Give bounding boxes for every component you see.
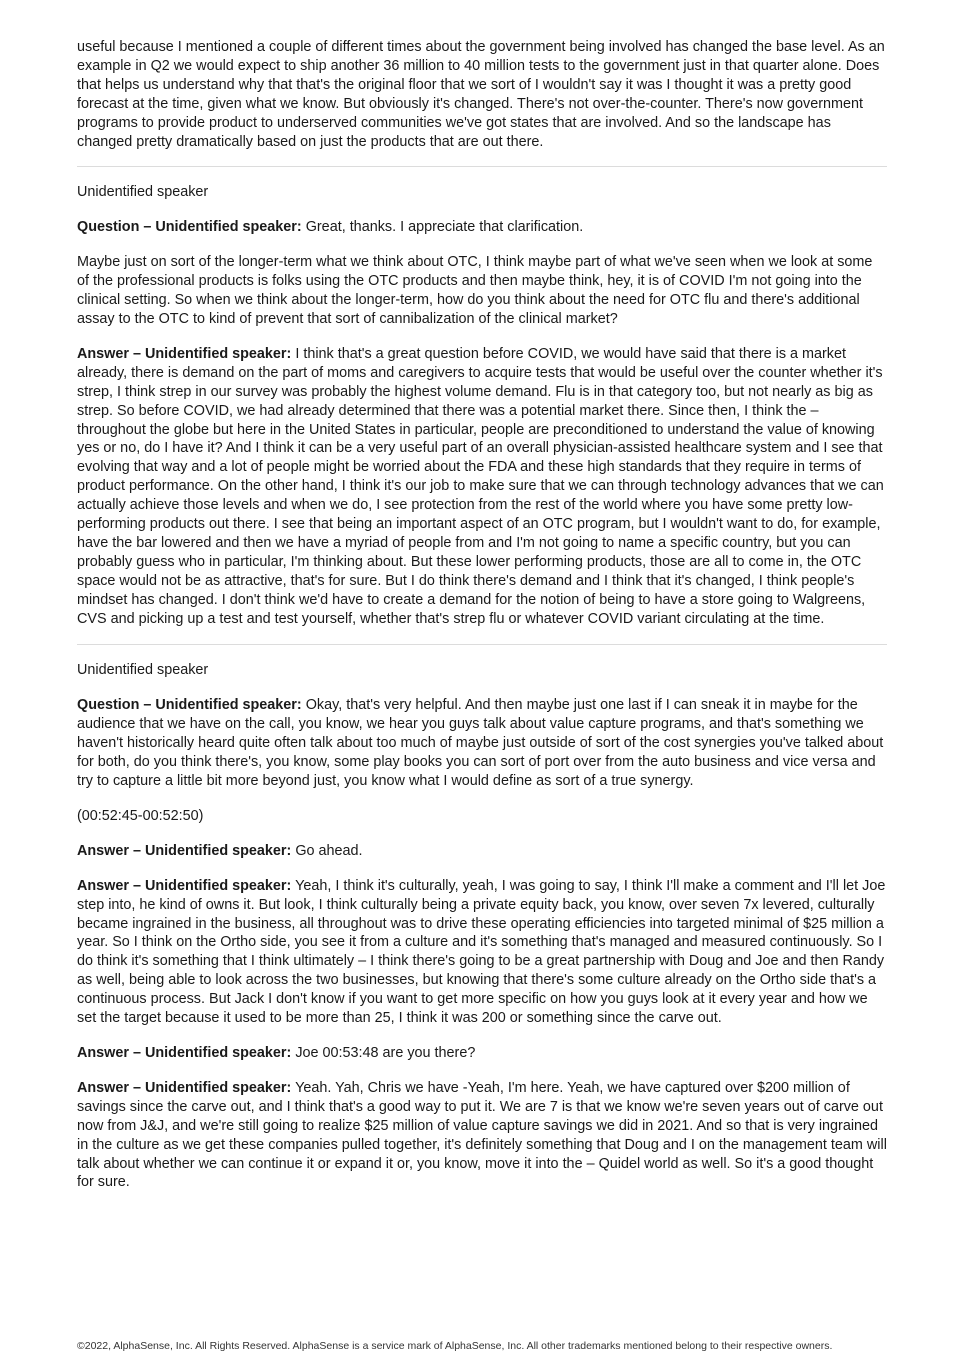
answer-text: Yeah, I think it's culturally, yeah, I was going to say, I think I'll make a comment and I'll let Joe step into, he kind of owns it. But look, I think culturally being a private equity back, you know, over seven 7x levered, culturally became ingrained in the business, all throughout was to drive these operating efficiencies into targeted minimal of $25 million a year. So I think on the Ortho side, you see it from a culture and it's something that's managed and measured continuously. So I do think it's something that I think ultimately – I think there's going to be a great partnership with Doug and Joe and then Randy as well, being able to look across the two businesses, but knowing that there's some culture already on the Ortho side that's a continuous process. But Jack I don't know if you want to get more specific on how you guys look at it every year and how we set the target because it used to be more than 25, I think it was 200 or something since the carve out. [77, 877, 886, 1027]
answer-paragraph [77, 1044, 887, 1063]
section-divider [77, 166, 887, 167]
answer-label: Answer – Unidentified speaker: [77, 1079, 292, 1096]
question-text: Okay, that's very helpful. And then maybe just one last if I can sneak it in maybe for the audience that we have on the call, you know, we hear you guys talk about value capture programs, and that's something we haven't historically heard quite often talk about too much of maybe just outside of sort of the cost synergies you've talked about for both, do you think there's, you know, some play books you can sort of port over from the auto business and vice versa and try to capture a little bit more beyond just, you know what I would define as sort of a true synergy. [77, 697, 884, 789]
answer-label: Answer – Unidentified speaker: [77, 877, 292, 894]
question-text: Great, thanks. I appreciate that clarification. [301, 219, 584, 236]
answer-label: Answer – Unidentified speaker: [77, 345, 292, 362]
intro-paragraph: useful because I mentioned a couple of different times about the government being involved has changed the base level. As an example in Q2 we would expect to ship another 36 million to 40 million tests to the government just in that quarter alone. Does that helps us understand why that that's the original floor that we sort of I wouldn't say it was I thought it was a pretty good forecast at the time, given what we know. But obviously it's changed. There's not over-the-counter. There's now government programs to provide product to underserved communities we've got states that are involved. And so the landscape has changed pretty dramatically based on just the products that are out there. [77, 39, 885, 150]
section-divider [77, 644, 887, 645]
speaker-heading: Unidentified speaker [77, 184, 209, 201]
question-label: Question – Unidentified speaker: [77, 697, 302, 714]
speaker-heading: Unidentified speaker [77, 662, 209, 679]
answer-text: I think that's a great question before COVID, we would have said that there is a market already, there is demand on the part of moms and caregivers to acquire tests that would be useful over the counter whether it's strep, I think strep in our survey was probably the highest volume demand. Flu is in that category too, but not nearly as big as strep. So before COVID, we had already determined that there was a potential market there. Since then, I think the – throughout the globe but here in the United States in particular, people are preconditioned to understand the value of knowing yes or no, do I have it? And I think it can be a very useful part of an overall physician-assisted healthcare system and I see that evolving that way and a lot of people might be worried about the FDA and these high standards that they require in terms of product performance. On the other hand, I think it's our job to make sure that we can through technology advances that we can actually achieve those levels and when we do, I see protection from the rest of the world where you have some pretty low-performing products out there. I see that being an important aspect of an OTC program, but I wouldn't want to do, for example, have the bar lowered and then we have a myriad of people from and I'm not going to name a specific country, but you can probably guess who in particular, I'm thinking about. But these lower performing products, those are all to come in, the OTC space would not be as attractive, that's for sure. But I do think there's demand and I think that it's changed, I think people's mindset has changed. I don't think we'd have to create a demand for the notion of being to have a store going to Walgreens, CVS and picking up a test and test yourself, whether that's strep flu or whatever COVID variant circulating at the time. [77, 345, 884, 627]
answer-paragraph [77, 1079, 887, 1192]
question-label: Question – Unidentified speaker: [77, 219, 302, 236]
answer-label: Answer – Unidentified speaker: [77, 842, 292, 859]
copyright-footer: ©2022, AlphaSense, Inc. All Rights Reserved. AlphaSense is a service mark of AlphaSense, Inc. All other trademarks mentioned belong to their respective owners. [77, 1340, 833, 1352]
question-followup-paragraph: Maybe just on sort of the longer-term what we think about OTC, I think maybe part of what we've seen when we look at some of the professional products is folks using the OTC products and then maybe think, hey, it is of COVID I'm not going into the clinical setting. So when we think about the longer-term, how do you think about the need for OTC flu and there's additional assay to the OTC to kind of prevent that sort of cannibalization of the clinical market? [77, 254, 873, 327]
question-paragraph [77, 696, 887, 791]
answer-text: Go ahead. [291, 842, 363, 859]
transcript-page [77, 38, 887, 1208]
answer-paragraph [77, 345, 887, 629]
timestamp: (00:52:45-00:52:50) [77, 807, 204, 824]
answer-paragraph [77, 877, 887, 1028]
answer-text: Joe 00:53:48 are you there? [291, 1044, 476, 1061]
answer-text: Yeah. Yah, Chris we have -Yeah, I'm here. Yeah, we have captured over $200 million of savings since the carve out, and I think that's a good way to put it. We are 7 is that we know we're seven years out of carve out now from J&J, and we're still going to realize $25 million of value capture savings we did in 2021. And so that is very ingrained in the culture as we get these companies pulled together, it's definitely something that Doug and I on the management team will talk about whether we can continue it or expand it or, you know, move it into the – Quidel world as well. So it's a good thought for sure. [77, 1079, 887, 1191]
answer-label: Answer – Unidentified speaker: [77, 1044, 292, 1061]
question-paragraph [77, 218, 887, 237]
answer-paragraph [77, 842, 887, 861]
